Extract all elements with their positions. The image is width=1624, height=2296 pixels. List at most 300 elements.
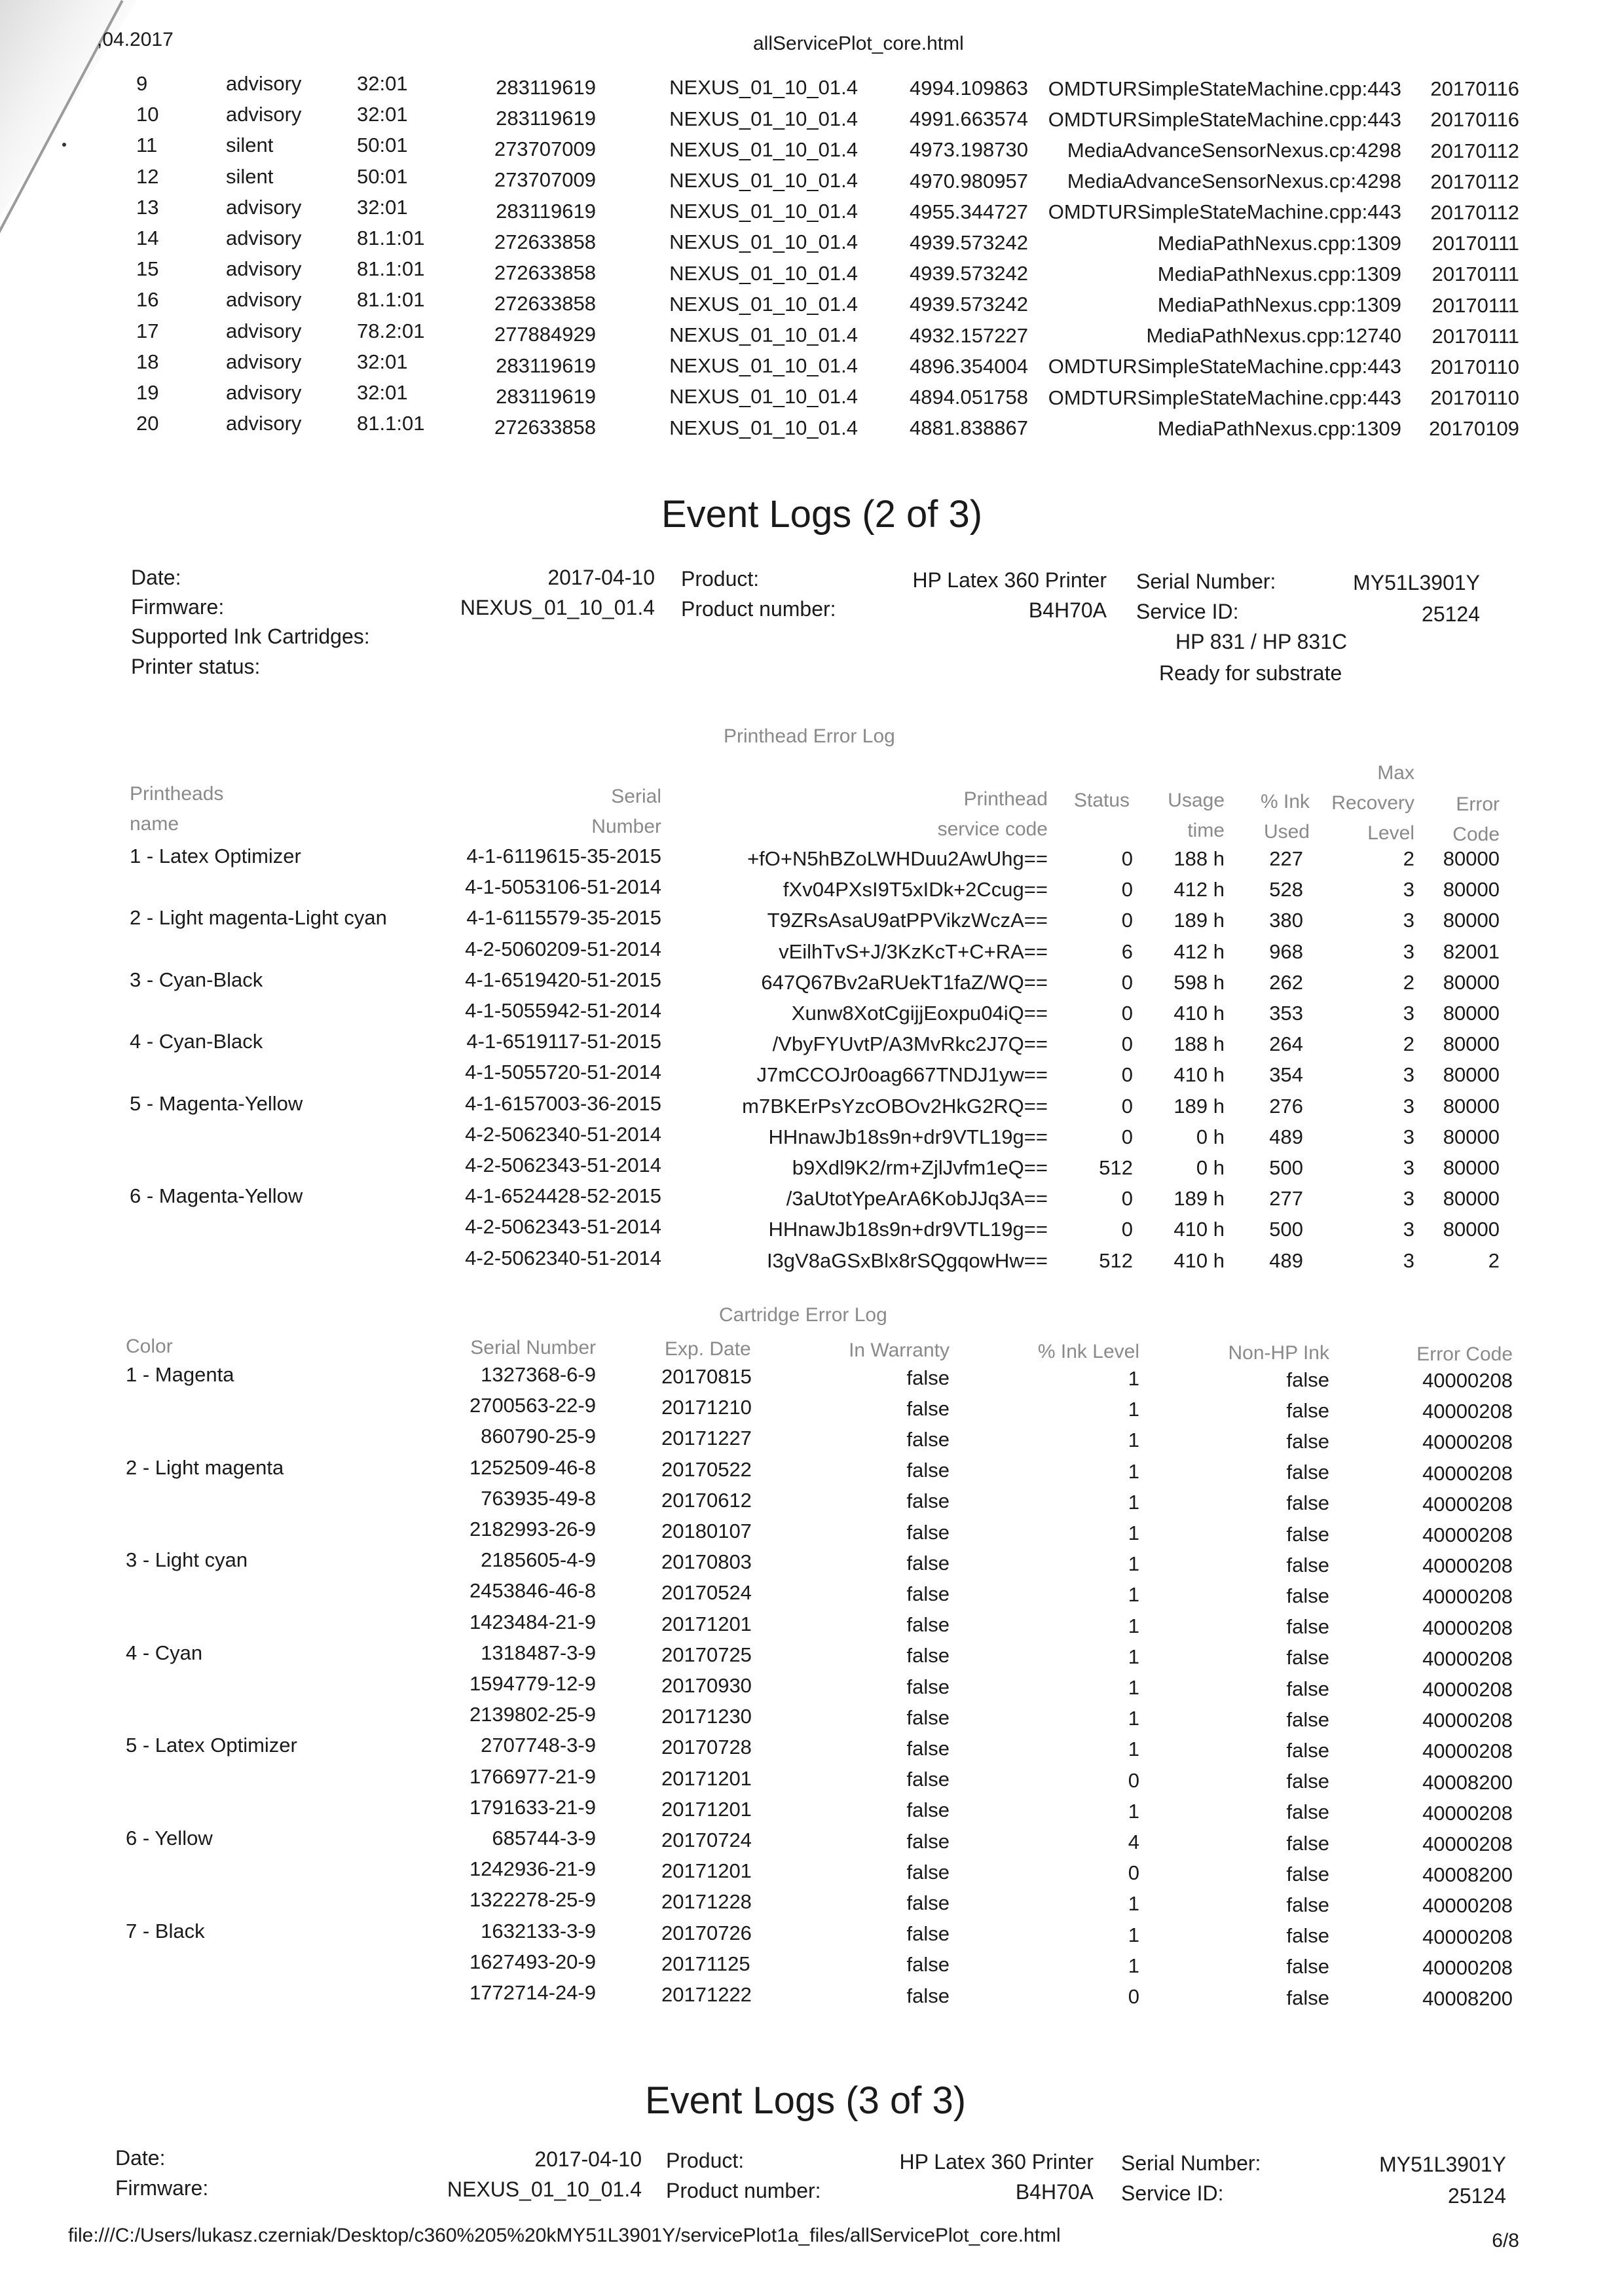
printhead-usage-time: 412 h (1173, 878, 1225, 902)
printhead-usage-time: 189 h (1173, 1094, 1225, 1118)
ink-cartridges-value: HP 831 / HP 831C (1175, 630, 1348, 653)
event-source: MediaPathNexus.cpp:12740 (1146, 324, 1401, 348)
event-id: 273707009 (494, 168, 596, 192)
printhead-status: 512 (1099, 1156, 1133, 1179)
event-severity: advisory (226, 381, 302, 404)
printhead-serial: 4-1-5053106-51-2014 (465, 875, 661, 899)
cartridge-exp-date: 20170930 (661, 1674, 752, 1697)
printhead-status: 0 (1121, 1063, 1133, 1087)
event-index: 17 (136, 319, 159, 342)
event-date: 20170111 (1431, 263, 1519, 286)
cartridge-serial: 1318487-3-9 (481, 1641, 596, 1664)
cartridge-non-hp-ink: false (1286, 1461, 1329, 1484)
printhead-service-code: b9Xdl9K2/rm+ZjlJvfm1eQ== (792, 1156, 1048, 1179)
service-id-label-3: Service ID: (1121, 2181, 1224, 2205)
printhead-serial: 4-1-6519117-51-2015 (466, 1030, 661, 1053)
printhead-max-recovery: 3 (1403, 939, 1414, 963)
event-date: 20170116 (1430, 108, 1519, 132)
cartridge-color: 4 - Cyan (126, 1641, 203, 1664)
printhead-usage-time: 0 h (1196, 1125, 1225, 1148)
event-id: 283119619 (496, 384, 596, 408)
cartridge-ink-level: 1 (1128, 1429, 1139, 1452)
event-index: 13 (136, 195, 159, 219)
event-time: 4939.573242 (909, 293, 1028, 316)
printhead-serial: 4-2-5062340-51-2014 (465, 1122, 661, 1146)
event-severity: silent (226, 134, 274, 157)
printhead-serial: 4-1-6157003-36-2015 (465, 1091, 661, 1115)
cartridge-ink-level: 4 (1128, 1831, 1139, 1853)
event-date: 20170110 (1430, 386, 1519, 410)
event-source: MediaPathNexus.cpp:1309 (1157, 293, 1401, 316)
event-severity: advisory (226, 195, 302, 219)
cartridge-in-warranty: false (906, 1736, 950, 1760)
cartridge-serial: 2707748-3-9 (481, 1734, 596, 1757)
printhead-error-code: 82001 (1443, 939, 1500, 963)
cartridge-exp-date: 20171201 (661, 1612, 752, 1635)
printhead-error-code: 80000 (1443, 1125, 1500, 1148)
hdr-serial-number: Serial Number (470, 1337, 596, 1358)
event-date: 20170111 (1431, 293, 1519, 317)
printhead-max-recovery: 3 (1403, 1156, 1414, 1179)
event-id: 277884929 (494, 323, 596, 346)
printhead-usage-time: 412 h (1173, 939, 1225, 963)
printhead-error-code: 80000 (1443, 1187, 1500, 1211)
cartridge-serial: 1242936-21-9 (469, 1857, 596, 1881)
date-label-3: Date: (115, 2146, 166, 2170)
printhead-serial: 4-1-6519420-51-2015 (465, 968, 661, 991)
event-severity: advisory (226, 412, 302, 435)
cartridge-non-hp-ink: false (1286, 1615, 1329, 1639)
printhead-usage-time: 410 h (1173, 1248, 1225, 1272)
cartridge-serial: 2139802-25-9 (469, 1703, 596, 1726)
cartridge-serial: 1791633-21-9 (469, 1795, 596, 1819)
printhead-name: 2 - Light magenta-Light cyan (130, 906, 387, 930)
event-severity: advisory (226, 288, 302, 312)
printhead-error-code: 80000 (1443, 1218, 1500, 1241)
event-source: MediaPathNexus.cpp:1309 (1157, 231, 1401, 255)
cartridge-in-warranty: false (906, 1891, 950, 1914)
printhead-serial: 4-1-5055720-51-2014 (465, 1061, 661, 1084)
cartridge-error-code: 40000208 (1422, 1369, 1513, 1392)
footer-file-path[interactable]: file:///C:/Users/lukasz.czerniak/Desktop/c360%205%20kMY51L3901Y/servicePlot1a_files/allServicePlot_core.html (68, 2225, 1061, 2246)
cartridge-error-code: 40000208 (1422, 1925, 1513, 1948)
printhead-error-code: 80000 (1443, 1032, 1500, 1056)
cartridge-in-warranty: false (906, 1644, 950, 1667)
cartridge-in-warranty: false (906, 1705, 950, 1729)
cartridge-error-code: 40000208 (1422, 1894, 1513, 1918)
printhead-serial: 4-1-6115579-35-2015 (466, 906, 661, 930)
cartridge-exp-date: 20170803 (661, 1550, 752, 1574)
printhead-usage-time: 188 h (1173, 847, 1225, 870)
hdr-non-hp-ink: Non-HP Ink (1228, 1342, 1329, 1364)
hdr-color: Color (126, 1336, 173, 1357)
printhead-serial: 4-1-5055942-51-2014 (465, 999, 661, 1022)
event-code: 81.1:01 (357, 227, 425, 249)
firmware-value-3: NEXUS_01_10_01.4 (447, 2178, 642, 2201)
cartridge-error-code: 40000208 (1422, 1400, 1513, 1423)
cartridge-exp-date: 20171201 (661, 1797, 752, 1821)
cartridge-ink-level: 1 (1128, 1645, 1139, 1668)
footer-page-number: 6/8 (1492, 2230, 1519, 2251)
firmware-value: NEXUS_01_10_01.4 (460, 596, 655, 619)
printhead-max-recovery: 2 (1403, 847, 1414, 870)
date-value: 2017-04-10 (547, 566, 655, 589)
printhead-service-code: Xunw8XotCgijjEoxpu04iQ== (791, 1002, 1048, 1025)
event-time: 4991.663574 (909, 107, 1028, 131)
event-id: 272633858 (494, 416, 596, 439)
printhead-status: 6 (1121, 939, 1133, 963)
event-severity: advisory (226, 227, 302, 249)
serial-number-value: MY51L3901Y (1353, 571, 1480, 594)
hdr-usage: Usage (1168, 790, 1225, 811)
hdr-number: Number (591, 816, 661, 837)
event-firmware: NEXUS_01_10_01.4 (669, 107, 858, 130)
printhead-service-code: I3gV8aGSxBlx8rSQgqowHw== (766, 1248, 1048, 1272)
event-source: OMDTURSimpleStateMachine.cpp:443 (1048, 200, 1401, 224)
cartridge-color: 1 - Magenta (126, 1363, 234, 1386)
printhead-service-code: m7BKErPsYzcOBOv2HkG2RQ== (742, 1094, 1048, 1118)
cartridge-exp-date: 20180107 (661, 1520, 752, 1542)
cartridge-in-warranty: false (906, 1860, 950, 1884)
cartridge-error-code: 40000208 (1422, 1740, 1513, 1763)
cartridge-in-warranty: false (906, 1489, 950, 1513)
hdr-used: Used (1263, 821, 1310, 843)
cartridge-error-code: 40000208 (1422, 1461, 1513, 1485)
event-code: 81.1:01 (357, 288, 425, 312)
event-time: 4939.573242 (909, 231, 1028, 254)
printhead-status: 0 (1121, 970, 1133, 994)
hdr-code: Code (1452, 824, 1500, 845)
event-id: 283119619 (496, 199, 596, 223)
scan-mark (62, 143, 66, 147)
cartridge-ink-level: 1 (1128, 1583, 1139, 1607)
event-index: 14 (136, 227, 159, 249)
cartridge-non-hp-ink: false (1286, 1831, 1329, 1855)
event-firmware: NEXUS_01_10_01.4 (669, 76, 858, 100)
printhead-usage-time: 410 h (1173, 1218, 1225, 1241)
event-index: 9 (136, 72, 148, 95)
cartridge-error-code: 40000208 (1422, 1523, 1513, 1546)
cartridge-non-hp-ink: false (1286, 1368, 1329, 1391)
cartridge-non-hp-ink: false (1286, 1677, 1329, 1700)
printhead-status: 0 (1121, 1218, 1133, 1241)
hdr-time: time (1187, 820, 1225, 841)
printhead-log-title: Printhead Error Log (724, 725, 895, 747)
cartridge-ink-level: 0 (1128, 1861, 1139, 1885)
event-id: 273707009 (494, 137, 596, 161)
printhead-serial: 4-2-5062340-51-2014 (465, 1246, 661, 1269)
printhead-service-code: +fO+N5hBZoLWHDuu2AwUhg== (747, 847, 1048, 870)
printhead-max-recovery: 3 (1403, 1002, 1414, 1025)
event-time: 4896.354004 (909, 354, 1028, 378)
cartridge-ink-level: 1 (1128, 1459, 1139, 1483)
cartridge-ink-level: 1 (1128, 1398, 1139, 1421)
printhead-service-code: vEilhTvS+J/3KzKcT+C+RA== (779, 939, 1048, 963)
cartridge-in-warranty: false (906, 1768, 950, 1791)
print-date: ,04.2017 (97, 29, 174, 50)
hdr-exp-date: Exp. Date (665, 1338, 751, 1360)
cartridge-non-hp-ink: false (1286, 1924, 1329, 1948)
cartridge-in-warranty: false (906, 1953, 950, 1977)
printhead-ink-used: 264 (1269, 1032, 1303, 1056)
cartridge-error-code: 40000208 (1422, 1832, 1513, 1855)
printhead-status: 0 (1121, 847, 1133, 870)
printhead-ink-used: 968 (1269, 939, 1303, 963)
event-firmware: NEXUS_01_10_01.4 (669, 292, 858, 316)
printhead-error-code: 80000 (1443, 1063, 1500, 1087)
cartridge-error-code: 40000208 (1422, 1616, 1513, 1639)
cartridge-ink-level: 1 (1128, 1923, 1139, 1946)
hdr-printheads: Printheads (130, 783, 224, 805)
event-time: 4955.344727 (909, 200, 1028, 223)
printhead-status: 0 (1121, 909, 1133, 932)
cartridge-color: 2 - Light magenta (126, 1455, 284, 1479)
event-id: 272633858 (494, 292, 596, 316)
event-time: 4939.573242 (909, 262, 1028, 285)
event-firmware: NEXUS_01_10_01.4 (669, 137, 858, 161)
event-firmware: NEXUS_01_10_01.4 (669, 385, 858, 409)
event-index: 15 (136, 257, 159, 281)
printhead-ink-used: 500 (1269, 1218, 1303, 1241)
cartridge-ink-level: 1 (1128, 1614, 1139, 1637)
product-label-3: Product: (666, 2149, 745, 2172)
printhead-service-code: /VbyFYUvtP/A3MvRkc2J7Q== (772, 1032, 1048, 1056)
cartridge-in-warranty: false (906, 1829, 950, 1853)
event-firmware: NEXUS_01_10_01.4 (669, 323, 858, 346)
cartridge-serial: 1632133-3-9 (481, 1919, 596, 1942)
cartridge-exp-date: 20170612 (661, 1488, 752, 1512)
cartridge-error-code: 40000208 (1422, 1647, 1513, 1670)
printhead-max-recovery: 3 (1403, 1125, 1414, 1148)
printhead-serial: 4-2-5062343-51-2014 (465, 1154, 661, 1176)
event-date: 20170111 (1431, 324, 1519, 348)
cartridge-error-code: 40000208 (1422, 1709, 1513, 1732)
cartridge-ink-level: 1 (1128, 1490, 1139, 1514)
cartridge-serial: 1252509-46-8 (469, 1455, 596, 1479)
printhead-usage-time: 598 h (1173, 970, 1225, 994)
cartridge-non-hp-ink: false (1286, 1584, 1329, 1607)
event-code: 32:01 (357, 381, 408, 404)
cartridge-in-warranty: false (906, 1922, 950, 1946)
cartridge-exp-date: 20171201 (661, 1766, 752, 1790)
cartridge-exp-date: 20171201 (661, 1859, 752, 1883)
printhead-service-code: /3aUtotYpeArA6KobJJq3A== (786, 1187, 1048, 1211)
cartridge-serial: 2700563-22-9 (469, 1394, 596, 1417)
cartridge-in-warranty: false (906, 1551, 950, 1575)
cartridge-color: 7 - Black (126, 1919, 205, 1942)
printhead-max-recovery: 3 (1403, 878, 1414, 902)
event-index: 10 (136, 103, 159, 126)
printhead-status: 0 (1121, 1094, 1133, 1118)
event-severity: silent (226, 164, 274, 188)
printhead-max-recovery: 3 (1403, 1218, 1414, 1241)
event-source: OMDTURSimpleStateMachine.cpp:443 (1048, 355, 1401, 378)
printhead-ink-used: 277 (1269, 1187, 1303, 1211)
hdr-serial: Serial (611, 786, 661, 807)
cartridge-in-warranty: false (906, 1984, 950, 2007)
event-code: 50:01 (357, 164, 408, 188)
printhead-usage-time: 188 h (1173, 1032, 1225, 1056)
cartridge-serial: 1627493-20-9 (469, 1950, 596, 1973)
cartridge-ink-level: 1 (1128, 1954, 1139, 1977)
cartridge-non-hp-ink: false (1286, 1986, 1329, 2009)
cartridge-error-code: 40000208 (1422, 1585, 1513, 1609)
printhead-name: 4 - Cyan-Black (130, 1030, 263, 1053)
cartridge-error-code: 40000208 (1422, 1678, 1513, 1701)
printhead-ink-used: 500 (1269, 1156, 1303, 1179)
cartridge-exp-date: 20171222 (661, 1983, 752, 2006)
cartridge-serial: 763935-49-8 (481, 1486, 596, 1510)
cartridge-color: 5 - Latex Optimizer (126, 1734, 297, 1757)
event-code: 81.1:01 (357, 257, 425, 281)
printhead-service-code: T9ZRsAsaU9atPPVikzWczA== (767, 909, 1048, 932)
cartridge-serial: 685744-3-9 (492, 1827, 596, 1850)
event-date: 20170112 (1430, 201, 1519, 224)
cartridge-serial: 2453846-46-8 (469, 1579, 596, 1603)
event-severity: advisory (226, 72, 302, 95)
cartridge-exp-date: 20171230 (661, 1705, 752, 1728)
printhead-service-code: 647Q67Bv2aRUekT1faZ/WQ== (761, 970, 1048, 994)
cartridge-in-warranty: false (906, 1798, 950, 1822)
product-label: Product: (681, 567, 760, 591)
firmware-label: Firmware: (131, 595, 225, 619)
event-id: 272633858 (494, 261, 596, 284)
cartridge-ink-level: 1 (1128, 1799, 1139, 1823)
serial-number-label: Serial Number: (1136, 570, 1276, 593)
cartridge-error-code: 40000208 (1422, 1430, 1513, 1454)
printhead-usage-time: 410 h (1173, 1002, 1225, 1025)
service-id-label: Service ID: (1136, 600, 1239, 623)
print-file-title: allServicePlot_core.html (753, 33, 964, 54)
printhead-ink-used: 354 (1269, 1063, 1303, 1087)
event-firmware: NEXUS_01_10_01.4 (669, 200, 858, 223)
event-id: 283119619 (496, 107, 596, 130)
event-id: 272633858 (494, 230, 596, 253)
cartridge-exp-date: 20171227 (661, 1427, 752, 1450)
printhead-serial: 4-1-6119615-35-2015 (466, 845, 661, 867)
printhead-usage-time: 410 h (1173, 1063, 1225, 1087)
event-source: OMDTURSimpleStateMachine.cpp:443 (1048, 107, 1401, 131)
cartridge-non-hp-ink: false (1286, 1770, 1329, 1793)
cartridge-exp-date: 20170726 (661, 1921, 752, 1944)
hdr-ink: % Ink (1260, 791, 1310, 812)
printhead-status: 0 (1121, 1002, 1133, 1025)
event-date: 20170109 (1429, 417, 1519, 441)
printhead-max-recovery: 3 (1403, 1063, 1414, 1087)
printhead-usage-time: 189 h (1173, 909, 1225, 932)
cartridge-ink-level: 1 (1128, 1707, 1139, 1730)
cartridge-non-hp-ink: false (1286, 1862, 1329, 1886)
event-source: MediaAdvanceSensorNexus.cp:4298 (1067, 139, 1401, 162)
cartridge-serial: 1322278-25-9 (469, 1888, 596, 1912)
event-index: 18 (136, 350, 159, 373)
cartridge-non-hp-ink: false (1286, 1646, 1329, 1669)
event-time: 4881.838867 (909, 416, 1028, 440)
cartridge-ink-level: 0 (1128, 1768, 1139, 1792)
cartridge-serial: 2182993-26-9 (469, 1518, 596, 1540)
event-date: 20170111 (1431, 232, 1519, 255)
printhead-serial: 4-1-6524428-52-2015 (465, 1184, 661, 1208)
cartridge-error-code: 40000208 (1422, 1554, 1513, 1578)
event-source: OMDTURSimpleStateMachine.cpp:443 (1048, 77, 1401, 100)
printhead-max-recovery: 2 (1403, 970, 1414, 994)
event-date: 20170116 (1430, 77, 1519, 101)
event-severity: advisory (226, 350, 302, 373)
printhead-error-code: 80000 (1443, 878, 1500, 902)
event-source: MediaPathNexus.cpp:1309 (1157, 416, 1401, 440)
event-severity: advisory (226, 319, 302, 342)
event-id: 283119619 (496, 75, 596, 99)
event-code: 78.2:01 (357, 319, 425, 342)
product-value: HP Latex 360 Printer (912, 568, 1107, 592)
cartridge-exp-date: 20171210 (661, 1396, 752, 1419)
event-time: 4894.051758 (909, 386, 1028, 409)
hdr-service-code: service code (937, 818, 1048, 840)
cartridge-ink-level: 1 (1128, 1552, 1139, 1576)
printhead-usage-time: 0 h (1196, 1156, 1225, 1179)
printhead-name: 5 - Magenta-Yellow (130, 1091, 303, 1115)
cartridge-log-title: Cartridge Error Log (719, 1304, 887, 1326)
cartridge-in-warranty: false (906, 1366, 950, 1389)
cartridge-non-hp-ink: false (1286, 1955, 1329, 1978)
event-time: 4994.109863 (909, 77, 1028, 100)
cartridge-ink-level: 1 (1128, 1892, 1139, 1916)
hdr-name: name (130, 813, 179, 835)
event-index: 16 (136, 288, 159, 312)
event-firmware: NEXUS_01_10_01.4 (669, 354, 858, 378)
serial-number-label-3: Serial Number: (1121, 2151, 1261, 2175)
hdr-recovery: Recovery (1331, 792, 1414, 814)
cartridge-in-warranty: false (906, 1396, 950, 1420)
printhead-name: 3 - Cyan-Black (130, 968, 263, 991)
product-number-value-3: B4H70A (1015, 2180, 1094, 2204)
cartridge-ink-level: 1 (1128, 1522, 1139, 1544)
event-date: 20170112 (1430, 170, 1519, 193)
cartridge-in-warranty: false (906, 1675, 950, 1698)
cartridge-non-hp-ink: false (1286, 1800, 1329, 1824)
ink-cartridges-label: Supported Ink Cartridges: (131, 625, 370, 648)
product-number-label: Product number: (681, 597, 836, 621)
printhead-status: 0 (1121, 1032, 1133, 1056)
printhead-service-code: HHnawJb18s9n+dr9VTL19g== (768, 1218, 1048, 1241)
event-source: MediaPathNexus.cpp:1309 (1157, 262, 1401, 285)
cartridge-serial: 1766977-21-9 (469, 1764, 596, 1788)
cartridge-serial: 2185605-4-9 (481, 1548, 596, 1572)
event-code: 32:01 (357, 72, 408, 95)
cartridge-serial: 1423484-21-9 (469, 1610, 596, 1633)
cartridge-exp-date: 20170524 (661, 1581, 752, 1605)
printhead-error-code: 80000 (1443, 847, 1500, 870)
hdr-status: Status (1074, 790, 1130, 811)
cartridge-error-code: 40000208 (1422, 1956, 1513, 1979)
cartridge-ink-level: 1 (1128, 1738, 1139, 1761)
cartridge-exp-date: 20171125 (661, 1952, 750, 1975)
cartridge-exp-date: 20170724 (661, 1829, 752, 1851)
event-firmware: NEXUS_01_10_01.4 (669, 261, 858, 285)
hdr-in-warranty: In Warranty (849, 1339, 950, 1361)
event-code: 32:01 (357, 103, 408, 126)
printhead-name: 1 - Latex Optimizer (130, 845, 301, 867)
printhead-status: 512 (1099, 1248, 1133, 1272)
printhead-ink-used: 262 (1269, 970, 1303, 994)
service-id-value-3: 25124 (1448, 2184, 1506, 2208)
event-code: 32:01 (357, 350, 408, 373)
printer-status-label: Printer status: (131, 655, 261, 678)
cartridge-ink-level: 1 (1128, 1676, 1139, 1699)
cartridge-ink-level: 1 (1128, 1367, 1139, 1390)
event-id: 283119619 (496, 354, 596, 377)
printhead-ink-used: 380 (1269, 909, 1303, 932)
